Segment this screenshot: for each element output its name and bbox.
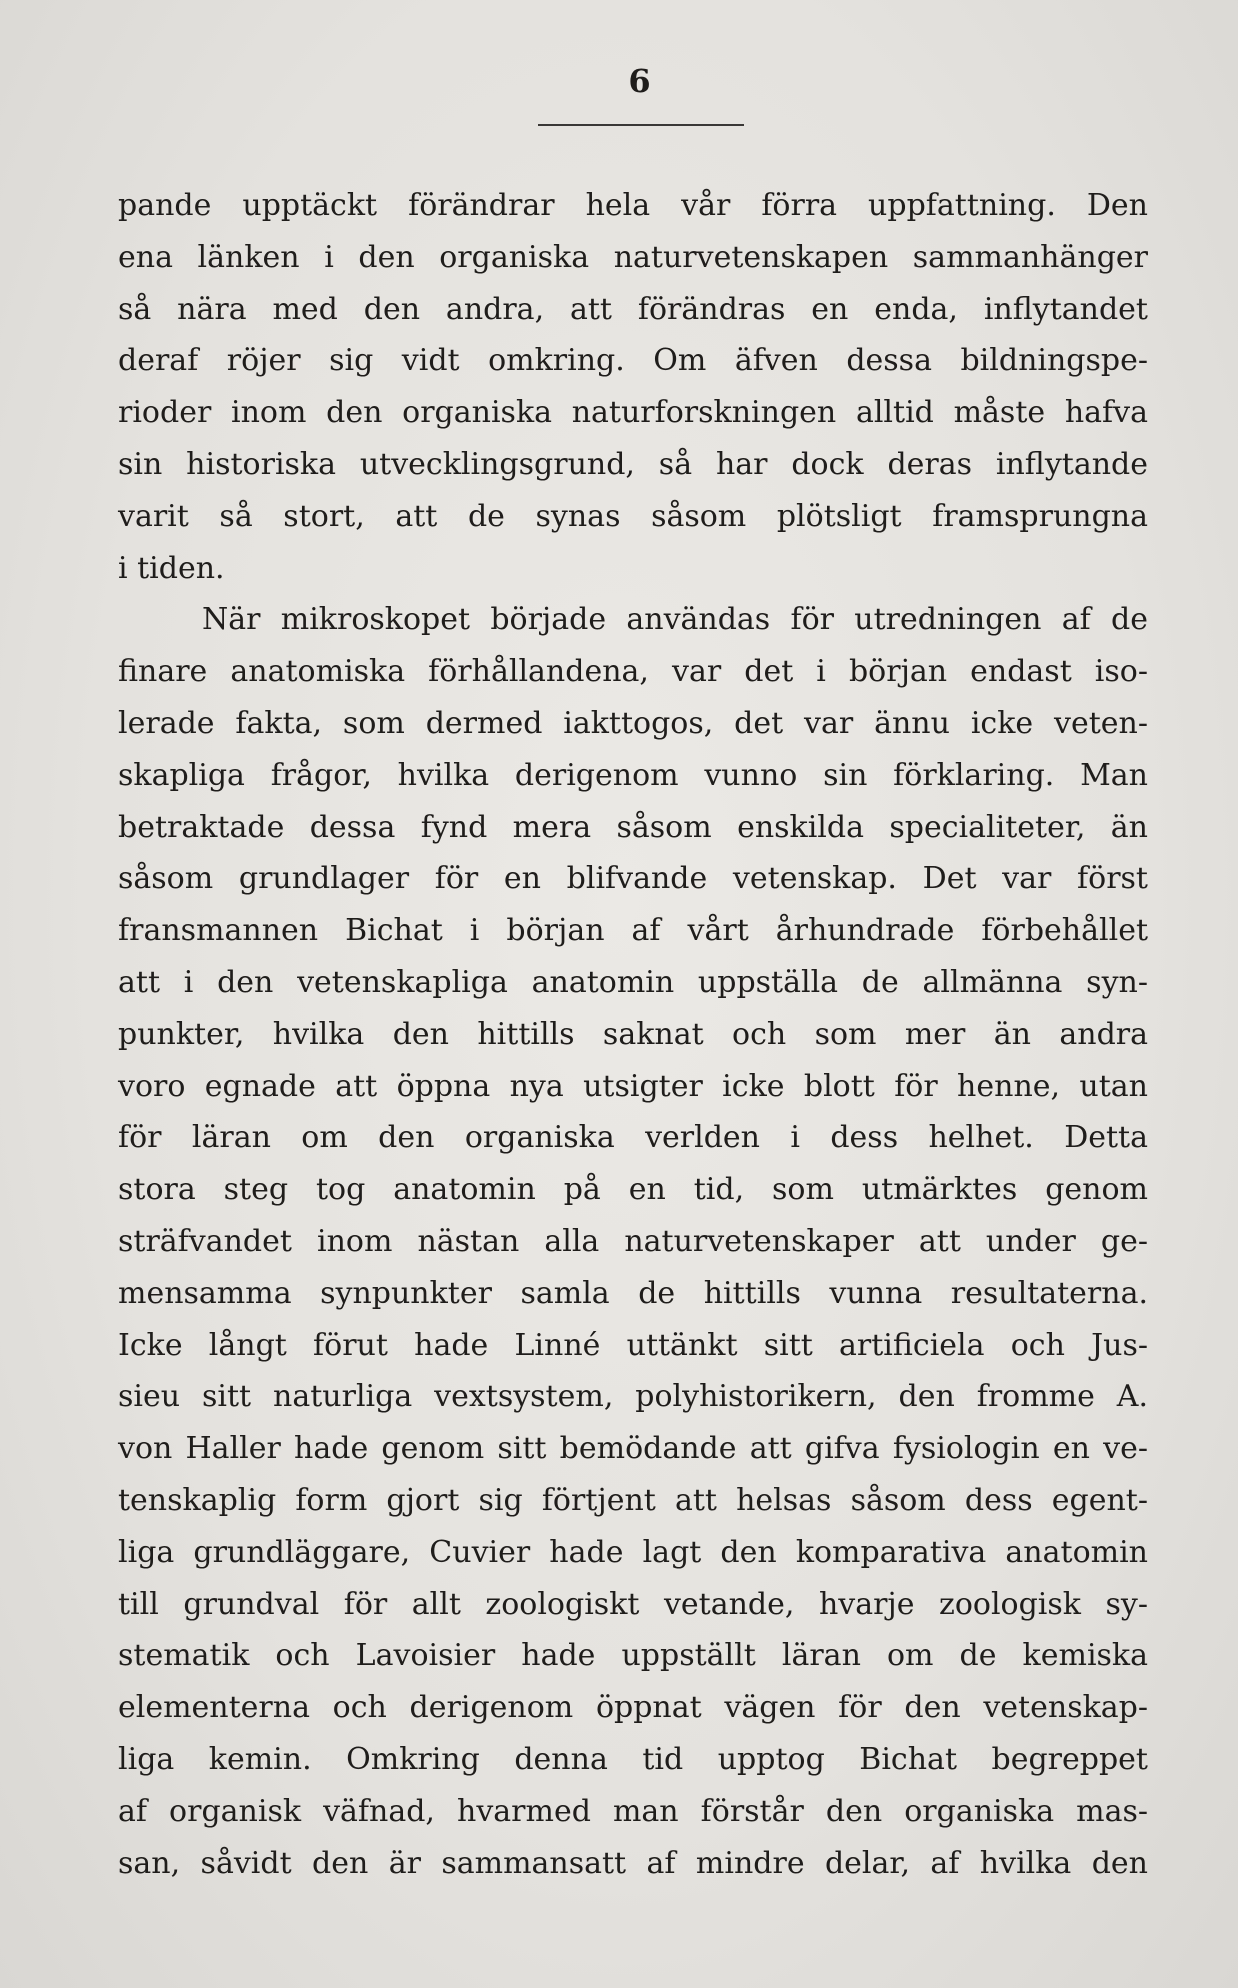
text-line: för läran om den organiska verlden i dess helhet. Detta <box>118 1120 1148 1156</box>
text-line: voro egnade att öppna nya utsigter icke blott för henne, utan <box>118 1068 1148 1104</box>
text-line-paragraph-end: i tiden. <box>118 550 225 586</box>
text-line: finare anatomiska förhållandena, var det i början endast iso- <box>118 654 1148 690</box>
text-line: af organisk väfnad, hvarmed man förstår den organiska mas- <box>118 1793 1148 1829</box>
text-line: Icke långt förut hade Linné uttänkt sitt artificiela och Jus- <box>118 1327 1148 1363</box>
text-line: till grundval för allt zoologiskt vetande, hvarje zoologisk sy- <box>118 1586 1148 1622</box>
text-line: tenskaplig form gjort sig förtjent att helsas såsom dess egent- <box>118 1482 1148 1518</box>
text-line: deraf röjer sig vidt omkring. Om äfven dessa bildningspe- <box>118 343 1148 379</box>
text-line: lerade fakta, som dermed iakttogos, det var ännu icke veten- <box>118 705 1148 741</box>
text-line: punkter, hvilka den hittills saknat och som mer än andra <box>118 1016 1148 1052</box>
text-line: varit så stort, att de synas såsom plötsligt framsprungna <box>118 498 1148 534</box>
text-line: rioder inom den organiska naturforskningen alltid måste hafva <box>118 395 1148 431</box>
text-line: liga kemin. Omkring denna tid upptog Bichat begreppet <box>118 1741 1148 1777</box>
text-line: såsom grundlager för en blifvande vetenskap. Det var först <box>118 861 1148 897</box>
text-line: sieu sitt naturliga vextsystem, polyhistorikern, den fromme A. <box>118 1379 1148 1415</box>
text-line: pande upptäckt förändrar hela vår förra uppfattning. Den <box>118 188 1148 223</box>
text-line: stora steg tog anatomin på en tid, som utmärktes genom <box>118 1172 1148 1208</box>
text-line: stematik och Lavoisier hade uppställt läran om de kemiska <box>118 1638 1148 1674</box>
text-line: skapliga frågor, hvilka derigenom vunno sin förklaring. Man <box>118 757 1148 793</box>
text-line: fransmannen Bichat i början af vårt århundrade förbehållet <box>118 913 1148 949</box>
text-line: betraktade dessa fynd mera såsom enskilda specialiteter, än <box>118 809 1148 845</box>
text-line-paragraph-start: När mikroskopet började användas för utredningen af de <box>202 602 1148 638</box>
page-number: 6 <box>628 62 652 100</box>
text-line: ena länken i den organiska naturvetenskapen sammanhänger <box>118 239 1148 275</box>
text-line: liga grundläggare, Cuvier hade lagt den komparativa anatomin <box>118 1534 1148 1570</box>
text-line: så nära med den andra, att förändras en enda, inflytandet <box>118 291 1148 327</box>
body-text <box>118 180 1148 1889</box>
text-line: mensamma synpunkter samla de hittills vunna resultaterna. <box>118 1275 1148 1311</box>
text-line: von Haller hade genom sitt bemödande att gifva fysiologin en ve- <box>118 1431 1148 1467</box>
text-line: san, såvidt den är sammansatt af mindre delar, af hvilka den <box>118 1845 1148 1881</box>
text-line: sträfvandet inom nästan alla naturvetenskaper att under ge- <box>118 1223 1148 1259</box>
text-line: att i den vetenskapliga anatomin uppställa de allmänna syn- <box>118 964 1148 1000</box>
text-line: sin historiska utvecklingsgrund, så har dock deras inflytande <box>118 446 1148 482</box>
header-rule <box>538 124 744 126</box>
text-line: elementerna och derigenom öppnat vägen för den vetenskap- <box>118 1690 1148 1726</box>
